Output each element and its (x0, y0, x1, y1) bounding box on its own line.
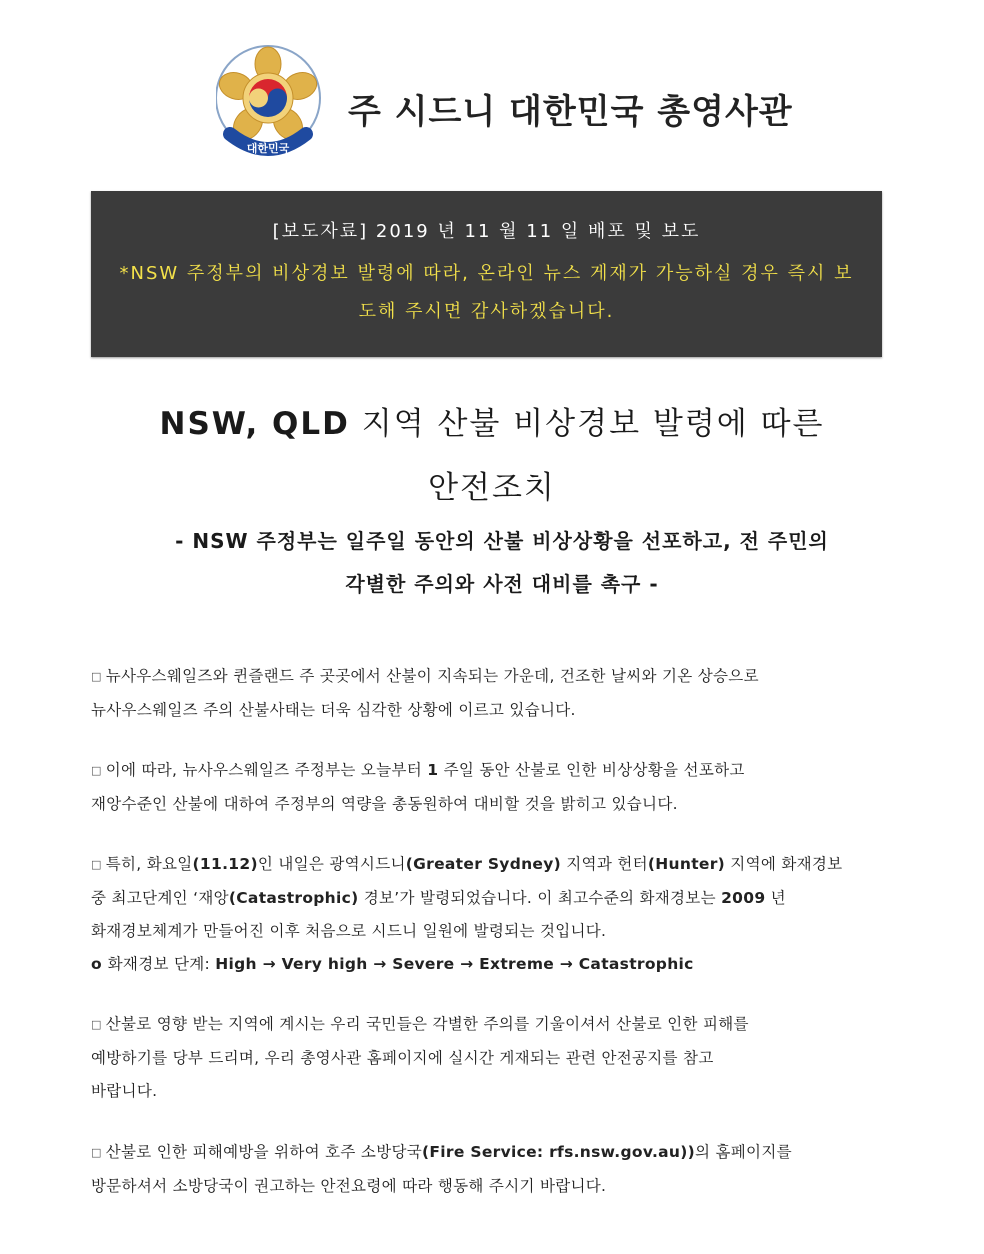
subtitle-line1: - NSW 주정부는 일주일 동안의 산불 비상상황을 선포하고, 전 주민의 (175, 529, 829, 553)
paragraph-citizen-advisory (91, 1008, 891, 1108)
paragraph-text: 년 (765, 889, 786, 907)
paragraph-emergency-declaration (91, 754, 891, 821)
bullet-marker: □ (91, 1146, 102, 1159)
paragraph-text: 재앙수준인 산불에 대하여 주정부의 역량을 총동원하여 대비할 것을 밝히고 있습니다. (91, 795, 678, 813)
bullet-marker: □ (91, 1018, 102, 1031)
national-emblem-icon (216, 42, 328, 167)
paragraph-text: 1 (427, 761, 439, 779)
bullet-marker: □ (91, 858, 102, 871)
fire-danger-stages (91, 948, 891, 981)
paragraph-text: 산불로 영향 받는 지역에 계시는 우리 국민들은 각별한 주의를 기울이셔서 산불로 인한 피해를 (105, 1015, 749, 1033)
release-date-line: [보도자료] 2019 년 11 월 11 일 배포 및 보도 (272, 221, 701, 242)
consulate-name: 주 시드니 대한민국 총영사관 (348, 92, 793, 132)
paragraph-text: 경보’가 발령되었습니다. 이 최고수준의 화재경보는 (358, 889, 722, 907)
paragraph-text: 방문하셔서 소방당국이 권고하는 안전요령에 따라 행동해 주시기 바랍니다. (91, 1177, 607, 1195)
stage-values: High → Very high → Severe → Extreme → Catastrophic (215, 955, 694, 973)
paragraph-text: 중 최고단계인 ‘재앙 (91, 889, 229, 907)
publication-request: *NSW 주정부의 비상경보 발령에 따라, 온라인 뉴스 게재가 가능하실 경우 즉시 보도해 주시면 감사하겠습니다. (119, 263, 854, 322)
emblem-ribbon-text: 대한민국 (246, 142, 290, 155)
paragraph-text: 바랍니다. (91, 1082, 158, 1100)
paragraph-text: (Catastrophic) (228, 889, 359, 907)
stage-label: 화재경보 단계: (107, 955, 216, 973)
paragraph-text: (11.12) (192, 855, 258, 873)
paragraph-text: (Hunter) (647, 855, 726, 873)
paragraph-text: 뉴사우스웨일즈 주의 산불사태는 더욱 심각한 상황에 이르고 있습니다. (91, 701, 576, 719)
press-release-notice-box (91, 191, 882, 357)
paragraph-text: 뉴사우스웨일즈와 퀸즐랜드 주 곳곳에서 산불이 지속되는 가운데, 건조한 날씨와 기온 상승으로 (105, 667, 759, 685)
paragraph-text: 지역과 헌터 (561, 855, 648, 873)
subtitle-line2: 각별한 주의와 사전 대비를 촉구 - (345, 572, 659, 596)
paragraph-text: 화재경보체계가 만들어진 이후 처음으로 시드니 일원에 발령되는 것입니다. (91, 922, 607, 940)
paragraph-text: 인 내일은 광역시드니 (257, 855, 406, 873)
title-line1: 지역 산불 비상경보 발령에 따른 (349, 406, 825, 442)
stage-bullet: o (91, 955, 108, 973)
subtitle (120, 520, 884, 606)
paragraph-text: 2009 (721, 889, 766, 907)
paragraph-text: 특히, 화요일 (105, 855, 193, 873)
paragraph-text: 산불로 인한 피해예방을 위하여 호주 소방당국 (105, 1143, 423, 1161)
paragraph-catastrophic-warning (91, 848, 891, 981)
paragraph-text: 주일 동안 산불로 인한 비상상황을 선포하고 (438, 761, 745, 779)
bullet-marker: □ (91, 764, 102, 777)
bullet-marker: □ (91, 670, 102, 683)
title-region: NSW, QLD (159, 406, 350, 442)
paragraph-text: 지역에 화재경보 (725, 855, 843, 873)
paragraph-text: 이에 따라, 뉴사우스웨일즈 주정부는 오늘부터 (105, 761, 428, 779)
letterhead (216, 42, 793, 167)
title-line2: 안전조치 (428, 470, 556, 506)
page-title (60, 392, 924, 520)
fire-service-link: (Fire Service: rfs.nsw.gov.au)) (422, 1143, 696, 1161)
paragraph-text: 예방하기를 당부 드리며, 우리 총영사관 홈페이지에 실시간 게재되는 관련 안전공지를 참고 (91, 1049, 714, 1067)
paragraph-text: 의 홈페이지를 (695, 1143, 792, 1161)
paragraph-wildfire-status (91, 660, 891, 727)
paragraph-text: (Greater Sydney) (405, 855, 562, 873)
paragraph-fire-service-reference (91, 1136, 891, 1203)
